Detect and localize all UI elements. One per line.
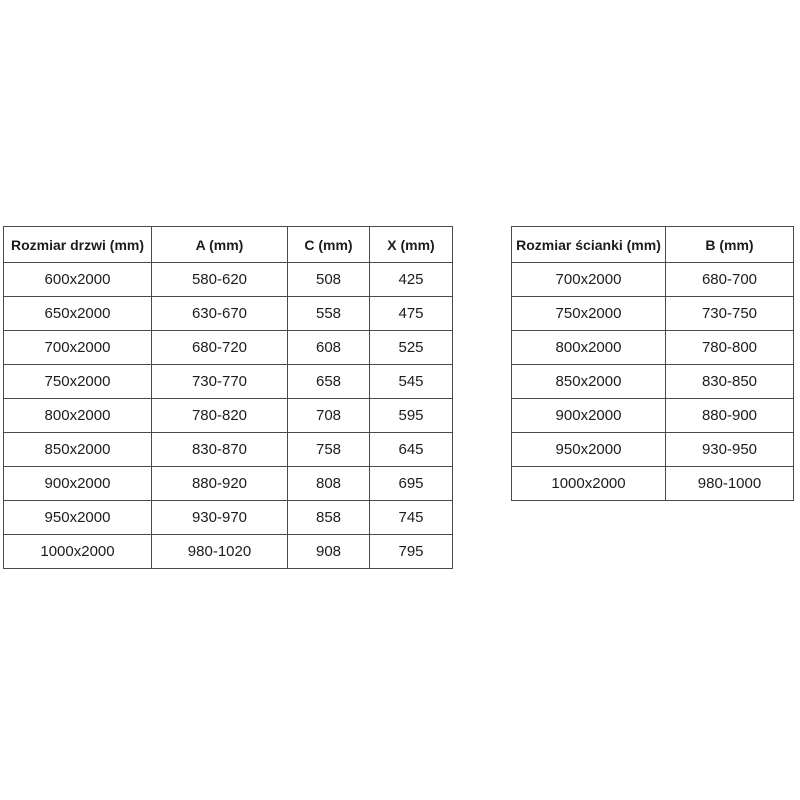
- table-cell: 750x2000: [512, 297, 666, 331]
- table-cell: 758: [288, 433, 370, 467]
- table-cell: 700x2000: [4, 331, 152, 365]
- table-cell: 800x2000: [512, 331, 666, 365]
- table-row: [4, 263, 453, 297]
- table-row: [4, 365, 453, 399]
- table-row: [4, 399, 453, 433]
- table-cell: 730-750: [666, 297, 794, 331]
- table-cell: 880-900: [666, 399, 794, 433]
- table-cell: 645: [370, 433, 453, 467]
- table-cell: 558: [288, 297, 370, 331]
- table-row: [4, 501, 453, 535]
- table-cell: 980-1020: [152, 535, 288, 569]
- table-cell: 1000x2000: [512, 467, 666, 501]
- table-cell: 830-870: [152, 433, 288, 467]
- table-row: [4, 331, 453, 365]
- table-cell: 580-620: [152, 263, 288, 297]
- table-cell: 808: [288, 467, 370, 501]
- table-cell: 680-700: [666, 263, 794, 297]
- column-header: Rozmiar drzwi (mm): [4, 227, 152, 263]
- table-cell: 780-800: [666, 331, 794, 365]
- column-header: Rozmiar ścianki (mm): [512, 227, 666, 263]
- table-cell: 630-670: [152, 297, 288, 331]
- table-cell: 658: [288, 365, 370, 399]
- table-cell: 425: [370, 263, 453, 297]
- table-cell: 750x2000: [4, 365, 152, 399]
- table-cell: 930-970: [152, 501, 288, 535]
- table-row: [512, 433, 794, 467]
- table-cell: 730-770: [152, 365, 288, 399]
- table-row: [512, 297, 794, 331]
- table-cell: 950x2000: [512, 433, 666, 467]
- table-cell: 680-720: [152, 331, 288, 365]
- wall-size-table: [511, 226, 794, 501]
- table-cell: 850x2000: [4, 433, 152, 467]
- column-header: B (mm): [666, 227, 794, 263]
- table-cell: 900x2000: [512, 399, 666, 433]
- table-cell: 525: [370, 331, 453, 365]
- table-cell: 650x2000: [4, 297, 152, 331]
- table-row: [512, 467, 794, 501]
- table-row: [512, 331, 794, 365]
- table-cell: 908: [288, 535, 370, 569]
- table-cell: 475: [370, 297, 453, 331]
- table-cell: 950x2000: [4, 501, 152, 535]
- table-cell: 780-820: [152, 399, 288, 433]
- table-cell: 608: [288, 331, 370, 365]
- table-cell: 700x2000: [512, 263, 666, 297]
- column-header: X (mm): [370, 227, 453, 263]
- table-cell: 800x2000: [4, 399, 152, 433]
- table-cell: 600x2000: [4, 263, 152, 297]
- table-cell: 595: [370, 399, 453, 433]
- table-cell: 795: [370, 535, 453, 569]
- table-cell: 858: [288, 501, 370, 535]
- door-size-table: [3, 226, 453, 569]
- table-cell: 745: [370, 501, 453, 535]
- table-cell: 508: [288, 263, 370, 297]
- table-cell: 880-920: [152, 467, 288, 501]
- column-header: A (mm): [152, 227, 288, 263]
- table-cell: 930-950: [666, 433, 794, 467]
- table-cell: 900x2000: [4, 467, 152, 501]
- table-cell: 545: [370, 365, 453, 399]
- header-row: [4, 227, 453, 263]
- table-cell: 830-850: [666, 365, 794, 399]
- table-cell: 695: [370, 467, 453, 501]
- table-row: [4, 297, 453, 331]
- table-row: [4, 433, 453, 467]
- table-cell: 708: [288, 399, 370, 433]
- table-cell: 1000x2000: [4, 535, 152, 569]
- table-row: [4, 467, 453, 501]
- table-row: [4, 535, 453, 569]
- table-row: [512, 263, 794, 297]
- table-row: [512, 365, 794, 399]
- header-row: [512, 227, 794, 263]
- column-header: C (mm): [288, 227, 370, 263]
- table-row: [512, 399, 794, 433]
- table-cell: 850x2000: [512, 365, 666, 399]
- table-cell: 980-1000: [666, 467, 794, 501]
